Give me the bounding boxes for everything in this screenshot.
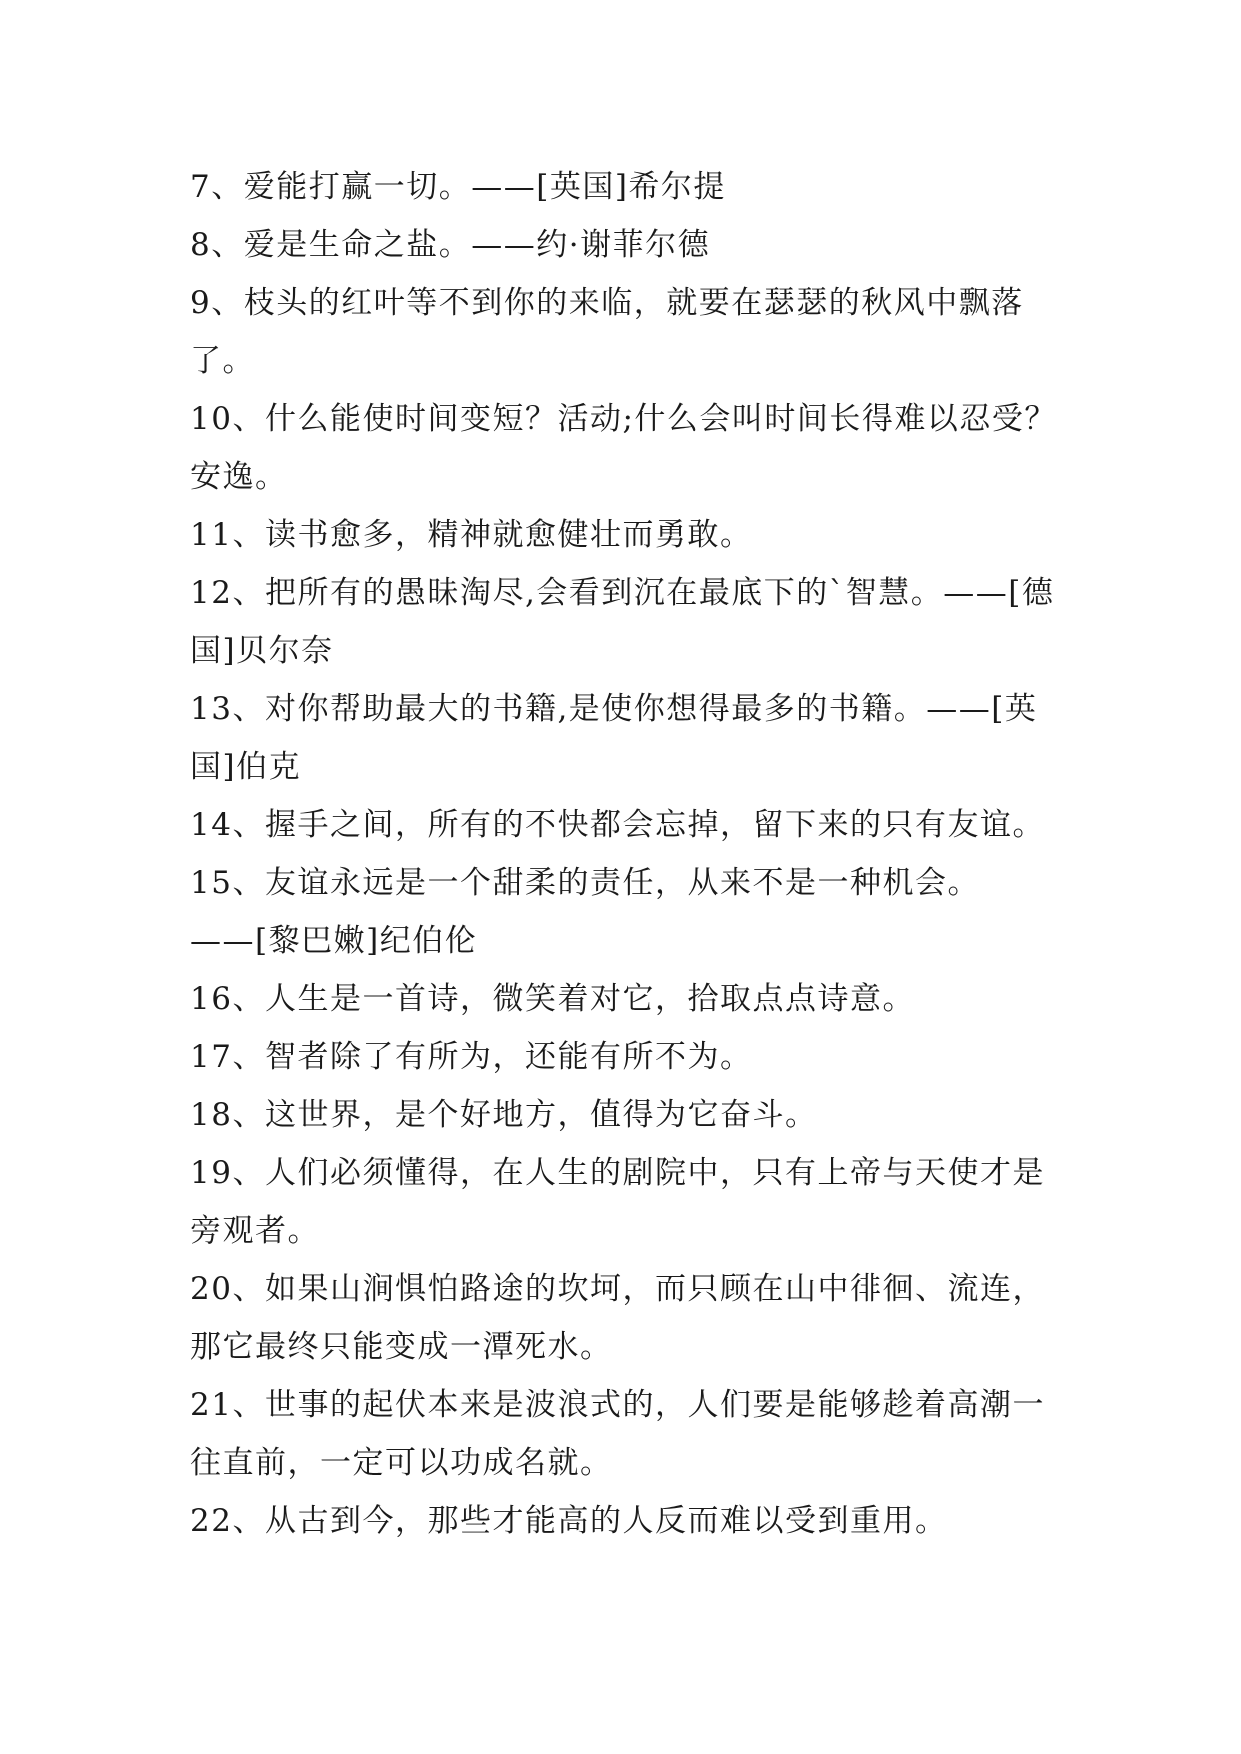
text-line: 8、爱是生命之盐。——约·谢菲尔德 — [190, 227, 711, 263]
text-line: 12、把所有的愚昧淘尽,会看到沉在最底下的`智慧。——[德 — [190, 575, 1055, 611]
text-line: 17、智者除了有所为，还能有所不为。 — [190, 1039, 753, 1075]
text-line: ——[黎巴嫩]纪伯伦 — [190, 923, 478, 959]
text-line: 国]贝尔奈 — [190, 633, 334, 669]
text-line: 14、握手之间，所有的不快都会忘掉，留下来的只有友谊。 — [190, 807, 1045, 843]
text-line: 10、什么能使时间变短？活动;什么会叫时间长得难以忍受？ — [190, 401, 1057, 437]
text-line: 15、友谊永远是一个甜柔的责任，从来不是一种机会。 — [190, 865, 980, 901]
text-line: 国]伯克 — [190, 749, 302, 785]
text-line: 7、爱能打赢一切。——[英国]希尔提 — [190, 169, 726, 205]
text-line: 20、如果山涧惧怕路途的坎坷，而只顾在山中徘徊、流连， — [190, 1271, 1045, 1307]
text-line: 22、从古到今，那些才能高的人反而难以受到重用。 — [190, 1503, 948, 1539]
text-line: 往直前，一定可以功成名就。 — [190, 1445, 613, 1481]
text-line: 11、读书愈多，精神就愈健壮而勇敢。 — [190, 517, 753, 553]
text-line: 21、世事的起伏本来是波浪式的，人们要是能够趁着高潮一 — [190, 1387, 1045, 1423]
text-line: 旁观者。 — [190, 1213, 320, 1249]
text-line: 安逸。 — [190, 459, 288, 495]
text-line: 16、人生是一首诗，微笑着对它，拾取点点诗意。 — [190, 981, 915, 1017]
text-line: 9、枝头的红叶等不到你的来临，就要在瑟瑟的秋风中飘落 — [190, 285, 1024, 321]
text-line: 13、对你帮助最大的书籍,是使你想得最多的书籍。——[英 — [190, 691, 1038, 727]
text-line: 19、人们必须懂得，在人生的剧院中，只有上帝与天使才是 — [190, 1155, 1045, 1191]
quote-list — [190, 158, 1070, 1550]
text-line: 了。 — [190, 343, 255, 379]
text-line: 18、这世界，是个好地方，值得为它奋斗。 — [190, 1097, 818, 1133]
text-line: 那它最终只能变成一潭死水。 — [190, 1329, 613, 1365]
